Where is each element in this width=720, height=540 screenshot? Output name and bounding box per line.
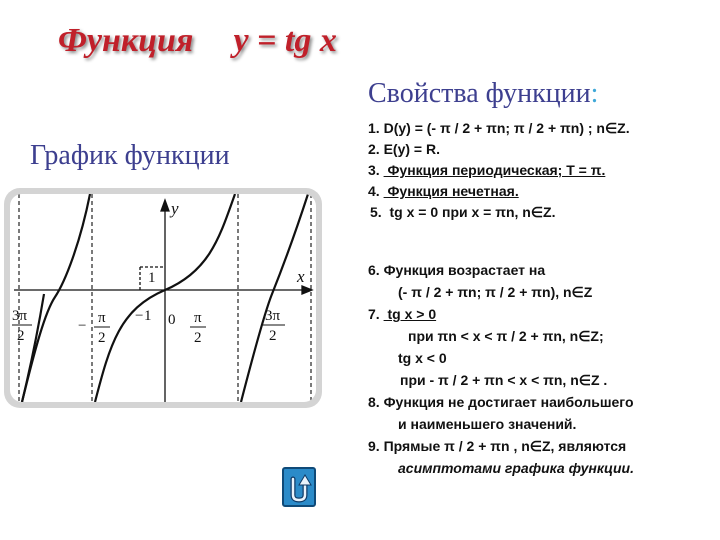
property-text: tg x = 0 при x = πn, n∈Z. — [385, 204, 556, 220]
property-number: 4. — [368, 183, 380, 199]
property-9 — [368, 436, 626, 457]
graph-heading: График функции — [30, 140, 230, 171]
property-number: 7. — [368, 306, 380, 322]
property-text: Функция не достигает наибольшего — [383, 394, 634, 410]
property-text: Прямые π / 2 + πn , n∈Z, являются — [383, 438, 627, 454]
tick-minus-pi-half — [78, 310, 110, 346]
property-text: E(y) = R. — [383, 141, 440, 157]
property-text: Функция возрастает на — [383, 262, 546, 278]
tick-numerator: π — [194, 310, 202, 326]
axes — [14, 200, 312, 402]
property-2 — [368, 139, 440, 160]
tangent-branch-hidden — [26, 194, 92, 286]
property-number: 2. — [368, 141, 380, 157]
back-button[interactable] — [282, 467, 316, 507]
tangent-branch-hidden — [22, 194, 129, 402]
title-formula: y = tg x — [233, 22, 337, 59]
properties-heading-text: Свойства функции — [368, 78, 591, 109]
tangent-branches — [20, 194, 308, 402]
property-5 — [370, 202, 555, 223]
properties-heading — [368, 78, 598, 110]
tick-numerator: π — [98, 310, 106, 326]
property-text: асимптотами графика функции. — [398, 460, 634, 476]
x-axis-label: x — [297, 267, 305, 286]
tangent-branch-second — [22, 194, 90, 402]
property-text: tg x > 0 — [383, 306, 437, 322]
tangent-graph-svg — [10, 194, 316, 402]
y-axis-arrow — [161, 200, 169, 211]
property-7-negative-cond — [400, 370, 607, 391]
slide-title — [58, 22, 337, 60]
property-number: 6. — [368, 262, 380, 278]
tangent-graph — [10, 194, 316, 402]
property-3 — [368, 160, 605, 181]
tick-pi-half — [190, 310, 206, 346]
tangent-branch-right — [241, 194, 308, 402]
tick-sign: − — [135, 308, 144, 324]
property-1 — [368, 118, 630, 139]
property-text: Функция периодическая; T = π. — [383, 162, 606, 178]
tick-minus-one — [135, 308, 152, 324]
origin-label: 0 — [168, 312, 176, 328]
property-7-negative — [398, 348, 447, 369]
property-9-cont — [398, 458, 634, 479]
property-number: 8. — [368, 394, 380, 410]
tick-denominator: 2 — [98, 330, 106, 346]
property-6-cont — [398, 282, 592, 303]
title-word: Функция — [58, 22, 194, 59]
return-arrow-icon — [284, 469, 314, 505]
property-8 — [368, 392, 634, 413]
property-text: Функция нечетная. — [383, 183, 519, 199]
tick-numerator: 3π — [265, 308, 281, 324]
tick-minus-3pi-half — [12, 308, 32, 344]
y-axis-label: y — [171, 199, 179, 218]
properties-heading-colon: : — [590, 78, 599, 109]
property-number: 9. — [368, 438, 380, 454]
property-text: при - π / 2 + πn < x < πn, n∈Z . — [400, 372, 608, 388]
property-8-cont — [398, 414, 576, 435]
property-7-positive — [408, 326, 604, 347]
tangent-branch-hidden — [20, 290, 92, 402]
property-number: 3. — [368, 162, 380, 178]
property-number: 5. — [370, 204, 382, 220]
tick-denominator: 2 — [17, 328, 25, 344]
tick-value: 1 — [144, 308, 152, 324]
property-text: D(y) = (- π / 2 + πn; π / 2 + πn) ; n∈Z. — [383, 120, 630, 136]
property-7 — [368, 304, 436, 325]
tick-denominator: 2 — [269, 328, 277, 344]
tick-3pi-half — [263, 308, 285, 344]
property-text: tg x < 0 — [398, 350, 447, 366]
property-text: (- π / 2 + πn; π / 2 + πn), n∈Z — [398, 284, 593, 300]
property-number: 1. — [368, 120, 380, 136]
property-text: при πn < x < π / 2 + πn, n∈Z; — [408, 328, 604, 344]
property-text: и наименьшего значений. — [398, 416, 577, 432]
tick-numerator: 3π — [12, 308, 28, 324]
property-6 — [368, 260, 545, 281]
property-4 — [368, 181, 519, 202]
unit-label: 1 — [148, 270, 156, 286]
tick-denominator: 2 — [194, 330, 202, 346]
tick-sign: − — [78, 318, 87, 334]
